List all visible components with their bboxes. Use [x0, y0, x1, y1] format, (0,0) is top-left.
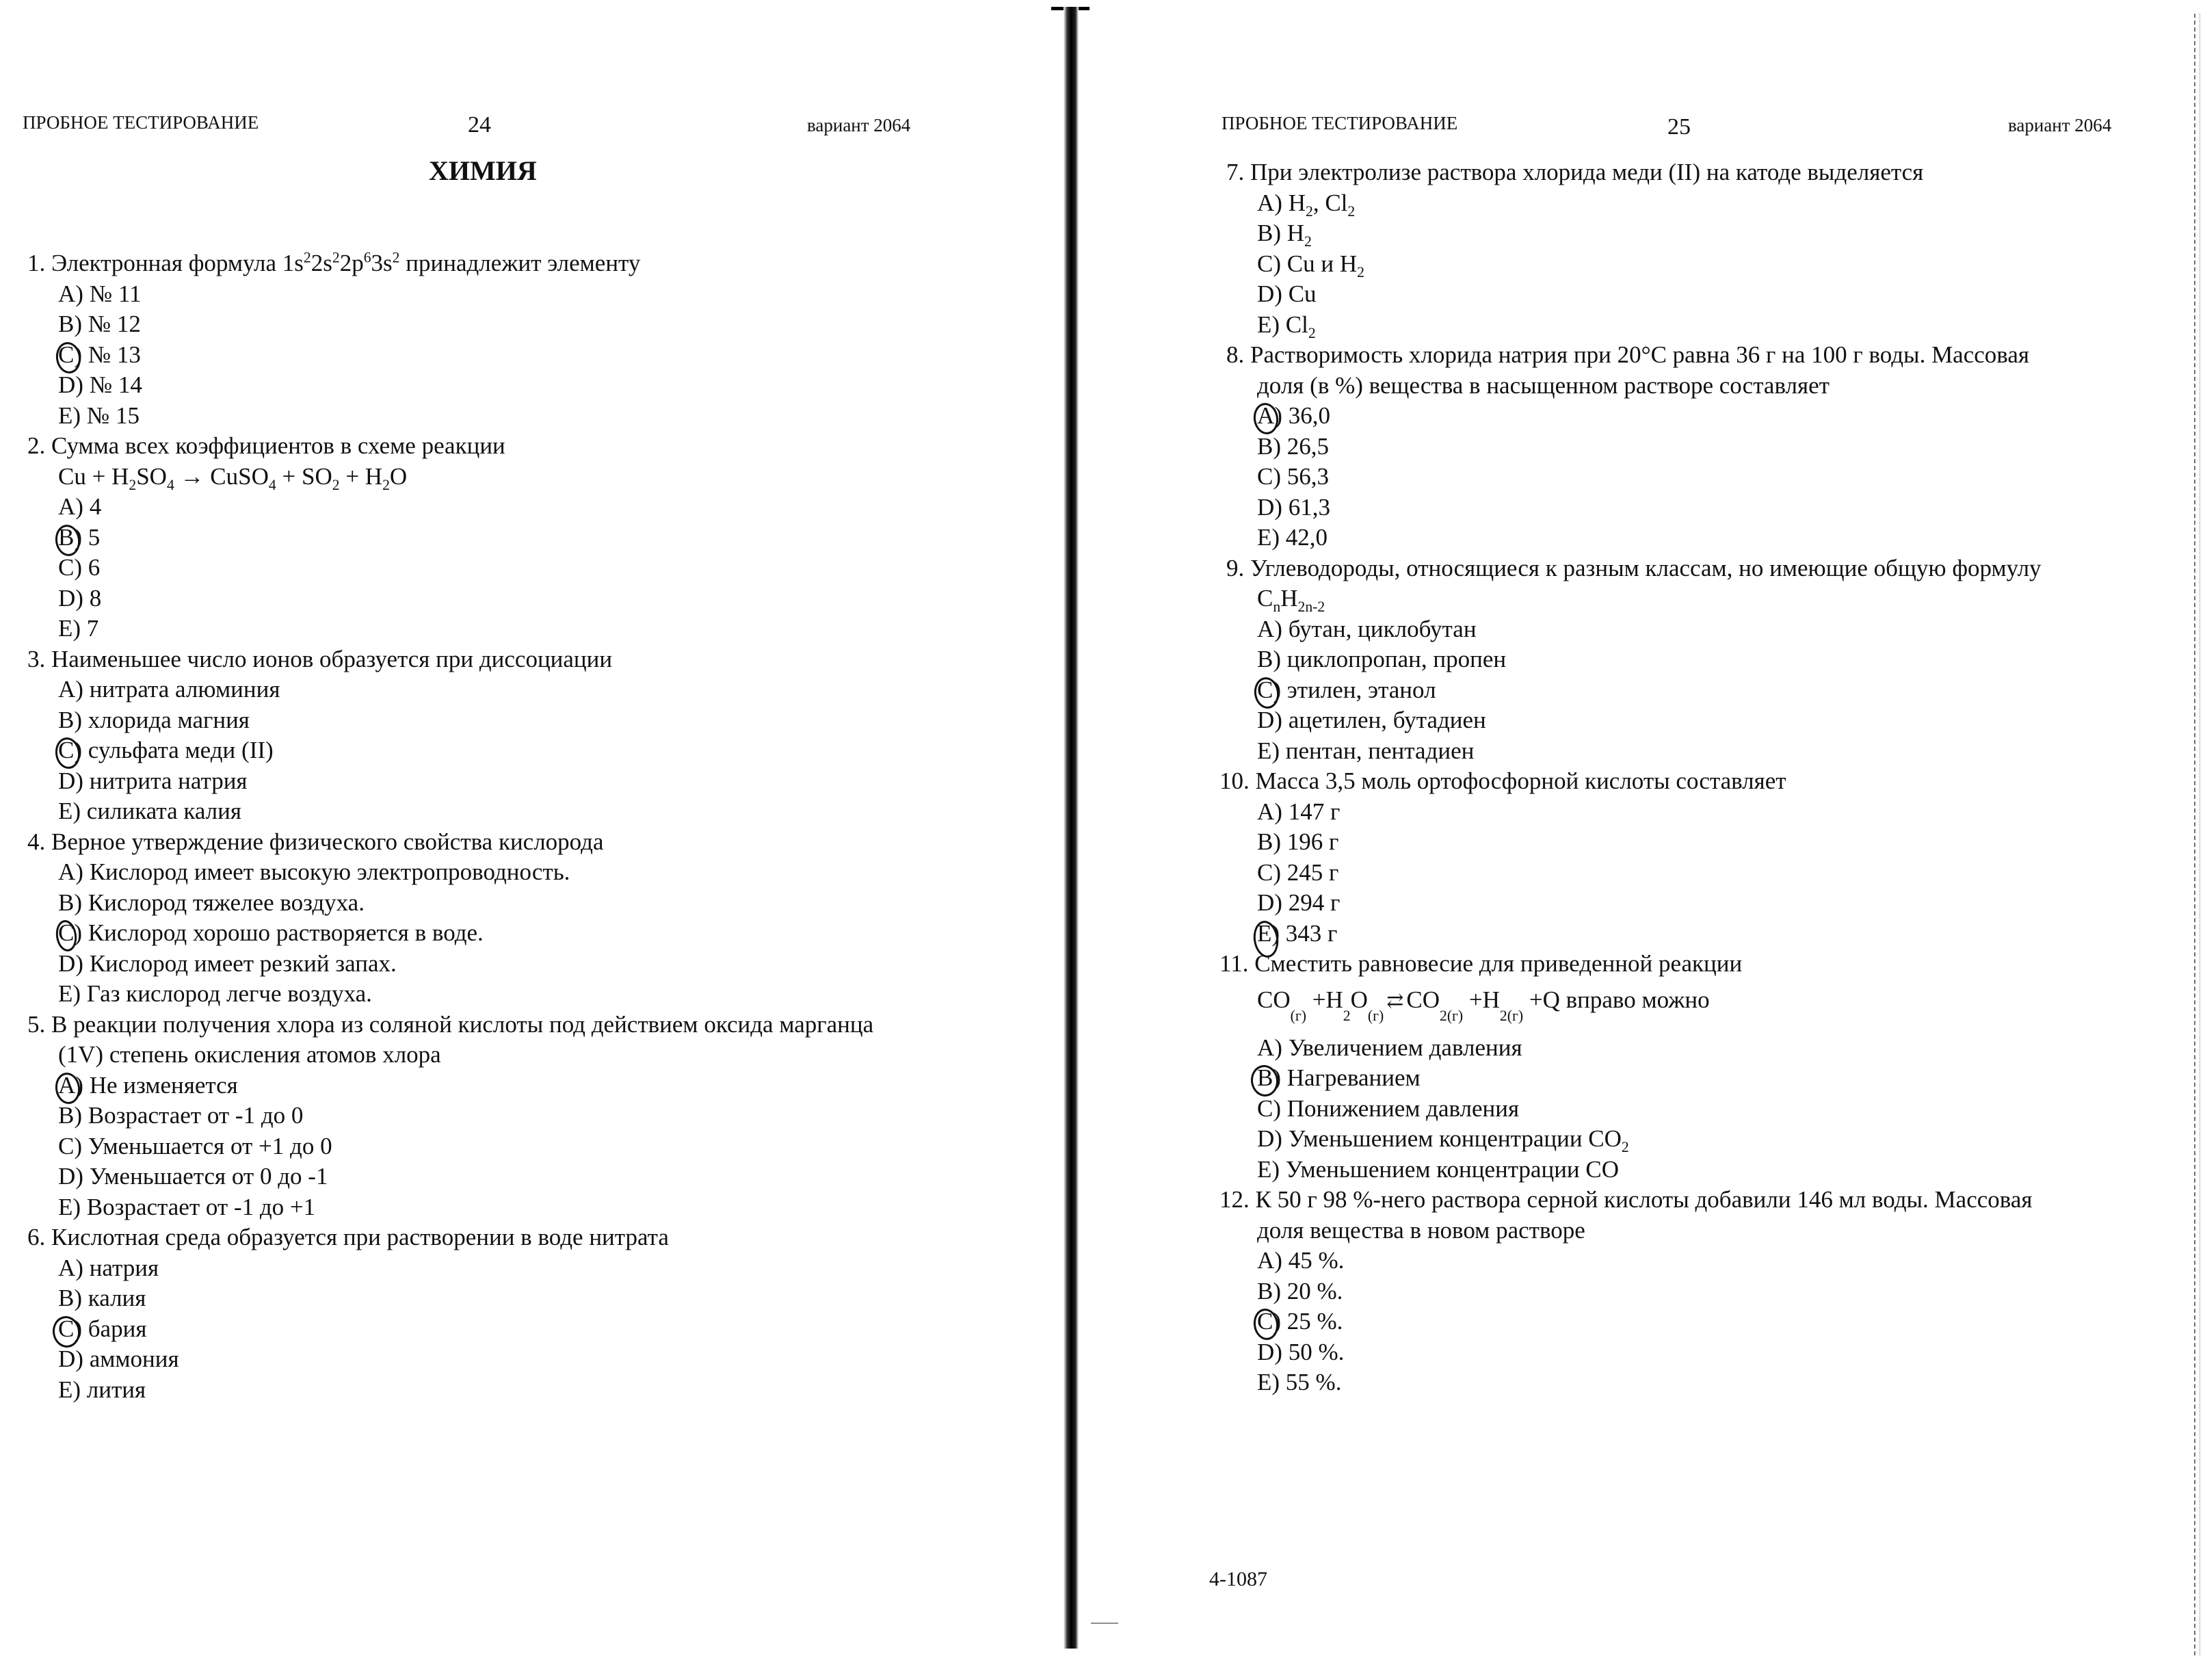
text-fragment: 2s: [311, 250, 332, 276]
question-text: [1219, 766, 2042, 797]
option-d[interactable]: [27, 1344, 873, 1375]
option-text: Cu и H: [1286, 250, 1358, 277]
question-body: Масса 3,5 моль ортофосфорной кислоты составляет: [1255, 767, 1786, 794]
option-label: D): [58, 949, 83, 977]
subscript: 2: [1308, 324, 1316, 341]
option-label: A): [1257, 189, 1282, 216]
option-text: Cl: [1285, 311, 1308, 338]
text-fragment: SO: [136, 462, 167, 490]
option-label: B): [58, 889, 82, 916]
option-c[interactable]: [27, 1314, 873, 1345]
subscript: (г): [1290, 1008, 1306, 1025]
option-text: H: [1288, 189, 1306, 216]
header-variant: вариант 2064: [807, 115, 911, 135]
option-b[interactable]: [1226, 644, 2042, 675]
option-text: 196 г: [1286, 828, 1339, 855]
page-number: 25: [1667, 114, 1691, 140]
option-label: A): [1257, 402, 1282, 429]
option-label: E): [58, 615, 81, 642]
option-d[interactable]: [1226, 1124, 2042, 1155]
option-c[interactable]: [27, 553, 873, 583]
question-body: При электролизе раствора хлорида меди (II) на катоде выделяется: [1250, 159, 1924, 185]
option-text: Нагреванием: [1286, 1064, 1421, 1091]
option-b[interactable]: [27, 705, 873, 736]
option-text: силиката калия: [86, 798, 241, 824]
option-text: 8: [89, 584, 102, 612]
subscript: 2: [1347, 202, 1356, 220]
superscript: 2: [392, 249, 400, 266]
question-number: 8.: [1226, 341, 1245, 368]
option-label: B): [1257, 220, 1281, 246]
option-label: B): [58, 1285, 82, 1311]
option-label: B): [58, 523, 82, 551]
option-text: № 13: [88, 341, 141, 368]
question-body: Сумма всех коэффициентов в схеме реакции: [51, 432, 505, 459]
question-body: Кислотная среда образуется при растворении в воде нитрата: [51, 1224, 669, 1250]
equilibrium-equation: [1226, 980, 2042, 1033]
text-fragment: Электронная формула 1s: [51, 250, 304, 276]
option-c[interactable]: [27, 918, 873, 949]
text-fragment: + SO: [276, 462, 332, 490]
question-number: 3.: [27, 645, 46, 672]
option-label: D): [1257, 707, 1282, 733]
subscript: 4: [166, 476, 174, 493]
question-number: 6.: [27, 1224, 46, 1250]
option-b[interactable]: [27, 309, 873, 340]
question-10: [1219, 766, 2042, 949]
question-body: Верное утверждение физического свойства кислорода: [51, 828, 604, 855]
option-text: циклопропан, пропен: [1286, 646, 1507, 672]
option-text: Понижением давления: [1286, 1094, 1520, 1122]
option-label: C): [58, 1315, 82, 1342]
superscript: 6: [363, 249, 371, 266]
question-3: [27, 644, 873, 827]
option-d[interactable]: [27, 766, 873, 797]
question-body: Углеводороды, относящиеся к разным классам, но имеющие общую формулу: [1250, 554, 2042, 581]
text-fragment: принадлежит элементу: [399, 250, 641, 276]
option-e[interactable]: [27, 979, 873, 1010]
option-d[interactable]: [27, 1161, 873, 1192]
option-c[interactable]: [1226, 249, 2042, 280]
equilibrium-arrow-icon: ⇄: [1386, 990, 1404, 1013]
option-e[interactable]: [1226, 310, 2042, 341]
option-e[interactable]: [1226, 523, 2042, 553]
option-a[interactable]: [1226, 614, 2042, 645]
option-b[interactable]: [27, 1101, 873, 1131]
option-label: E): [58, 798, 81, 824]
option-label: E): [58, 980, 81, 1007]
option-label: E): [58, 402, 81, 429]
option-label: A): [1257, 798, 1282, 825]
text-fragment: H: [1280, 585, 1298, 612]
option-text: 26,5: [1286, 432, 1329, 460]
option-text: 36,0: [1288, 402, 1330, 429]
question-text: [1226, 157, 2042, 188]
option-text: Cu: [1288, 280, 1317, 307]
option-label: C): [1257, 1308, 1281, 1335]
option-label: A): [1257, 1247, 1282, 1274]
header-left: ПРОБНОЕ ТЕСТИРОВАНИЕ: [23, 112, 259, 133]
option-e[interactable]: [27, 796, 873, 827]
option-a[interactable]: [27, 1071, 873, 1101]
option-b[interactable]: [1226, 1063, 2042, 1094]
option-b[interactable]: [27, 888, 873, 919]
question-number: 9.: [1226, 554, 1245, 581]
subscript: 4: [268, 476, 276, 493]
option-text: 245 г: [1286, 858, 1339, 886]
option-label: C): [58, 341, 82, 368]
question-body: Наименьшее число ионов образуется при диссоциации: [51, 645, 613, 672]
question-number: 7.: [1226, 159, 1245, 185]
option-label: C): [1257, 250, 1281, 277]
subscript: 2: [382, 476, 390, 493]
question-text: [1226, 340, 2042, 371]
option-text: Кислород имеет высокую электропроводность.: [89, 858, 570, 885]
option-c[interactable]: [1226, 858, 2042, 889]
option-text: 50 %.: [1288, 1338, 1345, 1365]
option-text: Уменьшением концентрации CO: [1285, 1155, 1620, 1183]
option-text: этилен, этанол: [1286, 676, 1436, 703]
question-text-continuation: доля вещества в новом растворе: [1257, 1216, 1585, 1244]
option-label: E): [1257, 1369, 1280, 1395]
option-text: сульфата меди (II): [88, 737, 274, 763]
option-d[interactable]: [1226, 888, 2042, 919]
option-c[interactable]: [1226, 1094, 2042, 1125]
option-text: бария: [88, 1315, 147, 1342]
option-text: № 15: [86, 402, 140, 429]
option-label: D): [58, 584, 83, 612]
option-label: C): [1257, 858, 1281, 886]
option-label: C): [1257, 463, 1281, 490]
option-text: 5: [88, 523, 101, 551]
option-text: H: [1286, 220, 1305, 246]
option-a[interactable]: [1226, 1246, 2042, 1276]
text-fragment: + H: [339, 462, 383, 490]
book-binding-shadow: [1064, 7, 1079, 1649]
option-d[interactable]: [1226, 705, 2042, 736]
option-text: Кислород имеет резкий запах.: [89, 949, 397, 977]
question-text: [27, 248, 873, 279]
option-a[interactable]: [1226, 401, 2042, 432]
option-label: A): [58, 280, 83, 307]
option-label: D): [58, 767, 83, 794]
option-text: Кислород тяжелее воздуха.: [88, 889, 365, 916]
option-label: B): [1257, 1064, 1281, 1091]
option-text: 42,0: [1285, 524, 1328, 551]
text-fragment: +Q: [1523, 986, 1560, 1013]
question-6: [27, 1222, 873, 1405]
option-a[interactable]: [27, 857, 873, 888]
option-label: A): [58, 858, 83, 885]
option-text: аммония: [89, 1346, 179, 1372]
question-1: [27, 248, 873, 431]
option-e[interactable]: [1226, 1155, 2042, 1185]
question-text: [27, 827, 873, 858]
option-a[interactable]: [1226, 797, 2042, 828]
text-fragment: CO: [1257, 986, 1291, 1013]
option-text: 7: [86, 615, 99, 642]
option-text: калия: [88, 1285, 146, 1311]
general-formula: [1226, 583, 2042, 614]
option-text: № 11: [89, 280, 142, 307]
option-text: лития: [86, 1376, 146, 1403]
question-body: Растворимость хлорида натрия при 20°C равна 36 г на 100 г воды. Массовая: [1250, 341, 2029, 368]
question-2: [27, 431, 873, 644]
option-text: нитрата алюминия: [89, 676, 280, 703]
option-label: B): [1257, 432, 1281, 460]
text-fragment: вправо можно: [1559, 986, 1710, 1013]
option-text: натрия: [89, 1254, 159, 1281]
option-text: № 12: [88, 311, 141, 337]
question-text: [27, 431, 873, 462]
option-label: E): [1257, 524, 1280, 551]
question-text-continuation: доля (в %) вещества в насыщенном растворе составляет: [1257, 371, 1830, 399]
question-number: 12.: [1219, 1186, 1250, 1213]
subscript: 2: [1305, 202, 1313, 220]
question-number: 2.: [27, 432, 46, 459]
option-label: B): [1257, 646, 1281, 672]
option-label: B): [58, 1102, 82, 1129]
option-e[interactable]: [1226, 736, 2042, 767]
question-number: 4.: [27, 828, 46, 855]
page-number: 24: [468, 112, 491, 137]
header-variant: вариант 2064: [2008, 115, 2112, 135]
question-12: [1219, 1185, 2042, 1398]
option-text: , Cl: [1312, 189, 1348, 216]
option-c[interactable]: [1226, 1307, 2042, 1337]
option-text: Кислород хорошо растворяется в воде.: [88, 919, 484, 946]
option-a[interactable]: [1226, 188, 2042, 219]
document-code: 4-1087: [1209, 1568, 1267, 1590]
text-fragment: CO: [1406, 986, 1440, 1013]
question-number: 5.: [27, 1010, 46, 1038]
subscript: 2(г): [1499, 1008, 1524, 1025]
option-c[interactable]: [27, 1131, 873, 1162]
option-text: бутан, циклобутан: [1288, 615, 1477, 642]
option-text: 45 %.: [1288, 1247, 1345, 1274]
question-8: [1226, 340, 2042, 553]
option-b[interactable]: [27, 1283, 873, 1314]
question-text: [27, 1010, 873, 1040]
option-label: C): [58, 919, 82, 946]
option-text: Возрастает от -1 до 0: [88, 1102, 304, 1129]
text-fragment: O: [389, 462, 408, 490]
option-text: хлорида магния: [88, 706, 250, 733]
option-b[interactable]: [1226, 218, 2042, 249]
question-text: [1219, 1185, 2042, 1216]
option-text: 55 %.: [1285, 1369, 1342, 1395]
option-b[interactable]: [1226, 827, 2042, 858]
text-fragment: 3s: [371, 250, 393, 276]
option-label: A): [58, 1071, 83, 1099]
option-text: 61,3: [1288, 493, 1330, 521]
question-number: 11.: [1219, 950, 1249, 977]
text-fragment: Cu + H: [58, 462, 129, 490]
option-label: A): [58, 493, 83, 520]
option-label: E): [1257, 919, 1280, 947]
question-9: [1226, 553, 2042, 767]
option-d[interactable]: [1226, 1337, 2042, 1368]
subscript: 2: [1304, 233, 1312, 250]
question-text-continuation: (1V) степень окисления атомов хлора: [58, 1041, 441, 1068]
subscript: 2: [332, 476, 340, 493]
option-d[interactable]: [27, 370, 873, 401]
superscript: 2: [303, 249, 311, 266]
option-d[interactable]: [27, 583, 873, 614]
option-d[interactable]: [1226, 493, 2042, 523]
option-e[interactable]: [1226, 919, 2042, 949]
option-label: E): [1257, 737, 1280, 764]
option-text: Уменьшается от 0 до -1: [89, 1163, 328, 1190]
option-label: D): [58, 1346, 83, 1372]
text-fragment: +H: [1306, 986, 1343, 1013]
right-page: [1081, 0, 2205, 1680]
text-fragment: O: [1350, 986, 1368, 1013]
option-label: A): [58, 676, 83, 703]
option-text: Увеличением давления: [1288, 1034, 1522, 1061]
option-label: C): [58, 737, 82, 763]
option-a[interactable]: [27, 1253, 873, 1284]
option-label: A): [1257, 615, 1282, 642]
option-text: Уменьшается от +1 до 0: [88, 1132, 332, 1159]
option-label: E): [1257, 1155, 1280, 1183]
option-c[interactable]: [27, 340, 873, 371]
option-label: C): [1257, 1094, 1281, 1122]
option-text: 147 г: [1288, 798, 1341, 825]
option-c[interactable]: [1226, 462, 2042, 493]
option-text: 4: [89, 493, 102, 520]
option-label: B): [1257, 1277, 1281, 1304]
subscript: 2: [129, 476, 137, 493]
option-label: D): [58, 371, 83, 398]
option-e[interactable]: [27, 614, 873, 644]
option-label: B): [1257, 828, 1281, 855]
option-e[interactable]: [27, 401, 873, 432]
subscript: (г): [1367, 1008, 1384, 1025]
option-text: Возрастает от -1 до +1: [86, 1193, 316, 1220]
option-c[interactable]: [1226, 675, 2042, 706]
option-label: A): [1257, 1034, 1282, 1061]
option-a[interactable]: [27, 279, 873, 310]
text-fragment: → CuSO: [174, 462, 269, 490]
option-text: 343 г: [1285, 919, 1338, 947]
option-e[interactable]: [1226, 1367, 2042, 1398]
option-d[interactable]: [27, 949, 873, 980]
option-text: 56,3: [1286, 463, 1329, 490]
option-e[interactable]: [27, 1375, 873, 1406]
option-text: пентан, пентадиен: [1285, 737, 1475, 764]
option-e[interactable]: [27, 1192, 873, 1223]
option-label: B): [58, 311, 82, 337]
header-left: ПРОБНОЕ ТЕСТИРОВАНИЕ: [1222, 113, 1458, 133]
option-text: нитрита натрия: [89, 767, 248, 794]
option-label: E): [58, 1193, 81, 1220]
option-text: 294 г: [1288, 889, 1341, 916]
subscript: 2n-2: [1297, 599, 1325, 615]
question-number: 1.: [27, 250, 46, 276]
option-label: B): [58, 706, 82, 733]
option-c[interactable]: [27, 735, 873, 766]
option-label: C): [1257, 676, 1281, 703]
subject-title: ХИМИЯ: [429, 155, 537, 186]
option-label: D): [1257, 889, 1282, 916]
subscript: 2: [1621, 1139, 1629, 1155]
subscript: 2: [1357, 263, 1364, 280]
option-text: Газ кислород легче воздуха.: [86, 980, 372, 1007]
option-label: D): [1257, 280, 1282, 307]
question-body: К 50 г 98 %-него раствора серной кислоты добавили 146 мл воды. Массовая: [1255, 1186, 2033, 1213]
question-number: 10.: [1219, 767, 1250, 794]
option-label: D): [1257, 493, 1282, 521]
subscript: 2(г): [1439, 1008, 1464, 1025]
option-label: D): [58, 1163, 83, 1190]
option-label: D): [1257, 1125, 1282, 1152]
left-page: [0, 0, 1064, 1680]
question-body: В реакции получения хлора из соляной кислоты под действием оксида марганца: [51, 1010, 874, 1038]
question-list-left: [27, 248, 873, 1405]
question-text: [27, 1222, 873, 1253]
option-d[interactable]: [1226, 279, 2042, 310]
text-fragment: 2p: [339, 250, 364, 276]
option-text: Не изменяется: [89, 1071, 238, 1099]
subscript: n: [1273, 599, 1281, 615]
question-list-right: [1219, 157, 2042, 1398]
superscript: 2: [332, 249, 340, 266]
question-body: Сместить равновесие для приведенной реакции: [1254, 950, 1743, 977]
text-fragment: C: [1257, 585, 1273, 612]
option-label: C): [58, 1132, 82, 1159]
option-text: 20 %.: [1286, 1277, 1343, 1304]
question-5: [27, 1010, 873, 1223]
option-b[interactable]: [1226, 432, 2042, 462]
option-a[interactable]: [1226, 1033, 2042, 1064]
question-11: [1219, 949, 2042, 1185]
question-4: [27, 827, 873, 1010]
option-b[interactable]: [27, 523, 873, 553]
option-text: Уменьшением концентрации CO: [1288, 1125, 1622, 1152]
text-fragment: +H: [1463, 986, 1500, 1013]
option-label: C): [58, 554, 82, 581]
option-text: ацетилен, бутадиен: [1288, 707, 1486, 733]
option-a[interactable]: [27, 492, 873, 523]
option-b[interactable]: [1226, 1276, 2042, 1307]
option-label: D): [1257, 1338, 1282, 1365]
option-label: E): [1257, 311, 1280, 338]
question-text: [27, 644, 873, 675]
reaction-equation: [27, 462, 873, 493]
option-label: A): [58, 1254, 83, 1281]
option-a[interactable]: [27, 674, 873, 705]
option-text: № 14: [89, 371, 142, 398]
subscript: 2: [1343, 1008, 1351, 1025]
option-label: E): [58, 1376, 81, 1403]
option-text: 25 %.: [1286, 1308, 1343, 1335]
question-text: [1226, 553, 2042, 584]
option-text: 6: [88, 554, 101, 581]
question-text: [1219, 949, 2042, 980]
question-7: [1226, 157, 2042, 340]
